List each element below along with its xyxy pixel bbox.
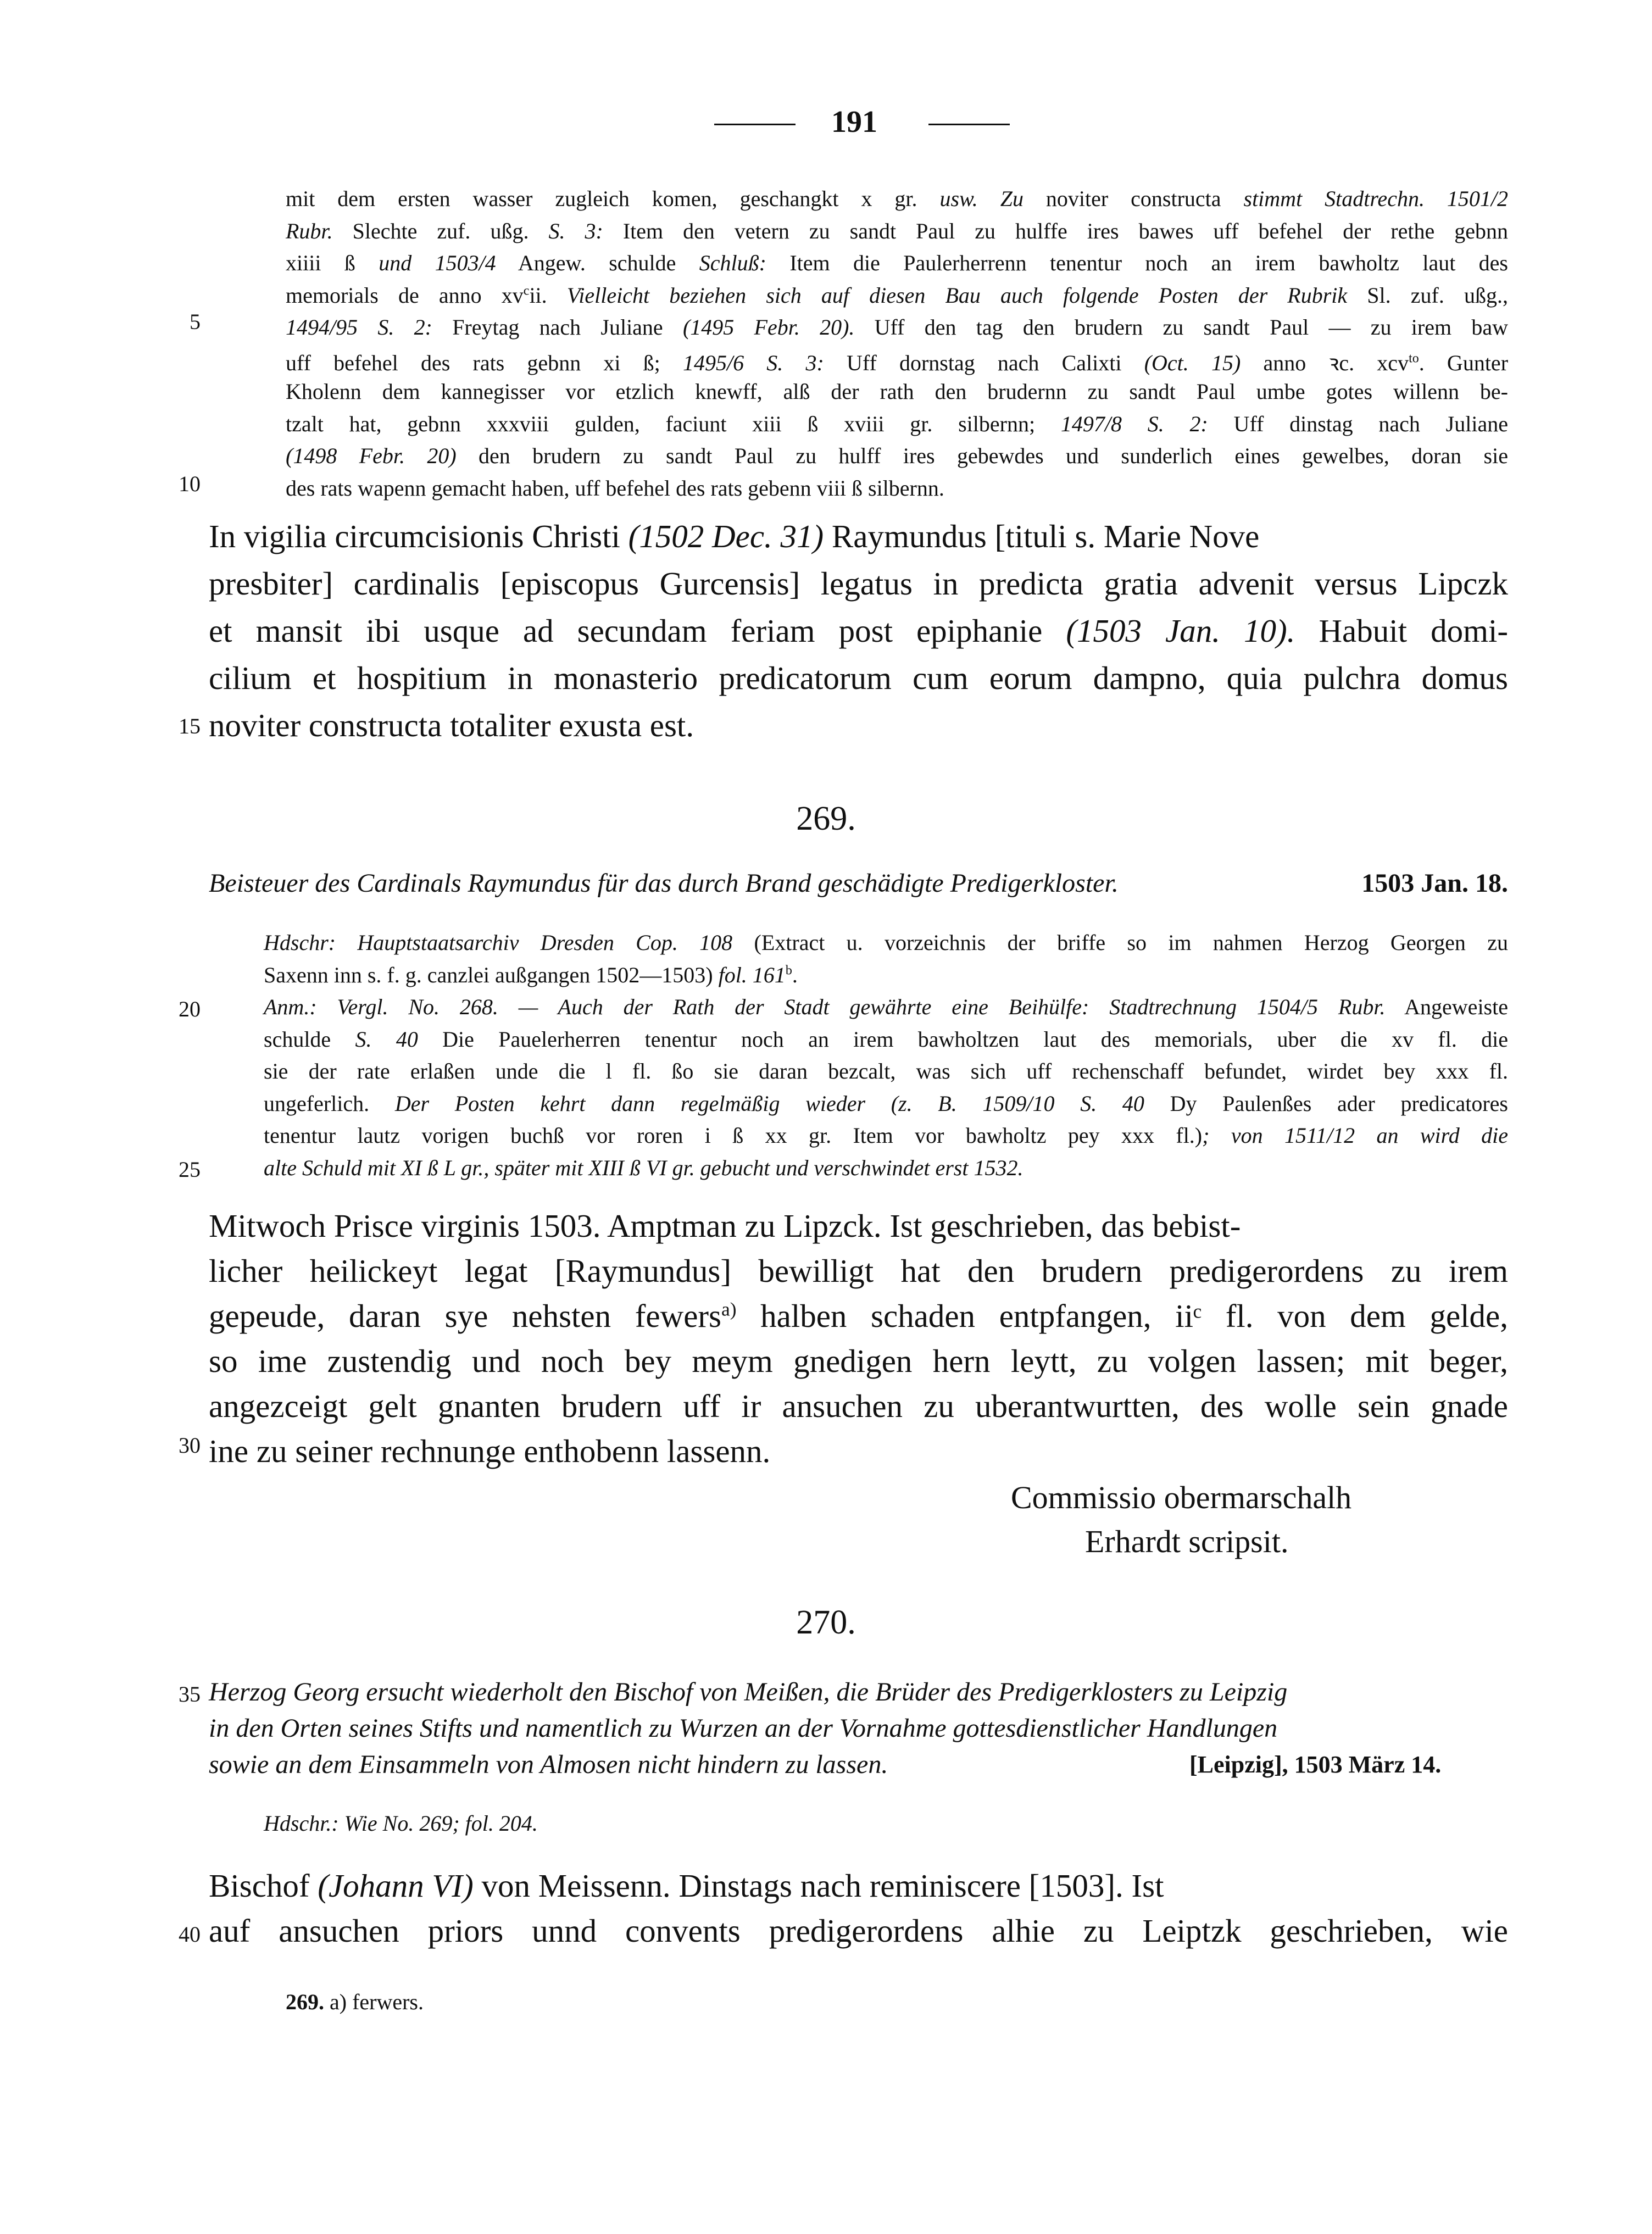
note-line xyxy=(264,1155,1023,1181)
line-text: Anm.: Vergl. No. 268. — Auch der Rath der Stadt gewährte eine Beihülfe: Stadtrechnung 1504/5 Rubr. Angeweiste xyxy=(264,994,1508,1019)
line-text: Mitwoch Prisce virginis 1503. Amptman zu Lipzck. Ist geschrieben, das bebist- xyxy=(209,1208,1241,1244)
line-text: gepeude, daran sye nehsten fewers$^{a)}$ halben schaden entpfangen, iiᶜ fl. von dem gelde, xyxy=(209,1298,1508,1334)
line-number: 25 xyxy=(179,1157,201,1182)
body-line xyxy=(209,1867,1164,1905)
note-line xyxy=(264,1058,1508,1084)
italic-text: Hdschr: Hauptstaatsarchiv Dresden Cop. 108 xyxy=(264,930,733,955)
line-text: tenentur lautz vorigen buchß vor roren i ß xx gr. Item vor bawholtz pey xxx fl.); von 1511/12 an wird die xyxy=(264,1123,1509,1148)
line-text: (1498 Febr. 20) den brudern zu sandt Paul zu hulff ires gebewdes und sunderlich eines gewelbes, doran sie xyxy=(286,443,1508,468)
italic-text: stimmt Stadtrechn. 1501/2 xyxy=(1243,186,1509,211)
line-text: angezceigt gelt gnanten brudern uff ir ansuchen zu uberantwurtten, des wolle sein gnade xyxy=(209,1388,1508,1424)
page-number: 191 xyxy=(831,105,877,139)
line-text: des rats wapenn gemacht haben, uff befehel des rats gebenn viii ß silbernn. xyxy=(286,475,944,501)
line-text: cilium et hospitium in monasterio predicatorum cum eorum dampno, quia pulchra domus xyxy=(209,660,1508,696)
italic-text: (Oct. 15) xyxy=(1144,350,1241,375)
document-number-270: 270. xyxy=(796,1604,856,1641)
heading-270-line-1: Herzog Georg ersucht wiederholt den Bischof von Meißen, die Brüder des Predigerklosters zu Leipzig xyxy=(209,1677,1288,1707)
note-line xyxy=(286,347,1508,377)
body-line xyxy=(209,1387,1508,1425)
note-line xyxy=(286,282,1508,308)
superscript: to xyxy=(1409,351,1419,366)
italic-text: Schluß: xyxy=(699,251,766,275)
note-line xyxy=(264,962,798,988)
note-line xyxy=(286,475,944,501)
note-line xyxy=(286,411,1508,437)
note-line xyxy=(286,250,1508,276)
italic-text: 1495/6 S. 3: xyxy=(682,350,824,375)
italic-text: (1495 Febr. 20). xyxy=(682,315,855,340)
line-text: mit dem ersten wasser zugleich komen, geschangkt x gr. usw. Zu noviter constructa stimmt Stadtrechn. 1501/2 xyxy=(286,186,1509,211)
footnote-text: a) ferwers. xyxy=(324,1990,424,2014)
italic-text: alte Schuld mit XI ß L gr., später mit XIII ß VI gr. gebucht und verschwindet erst 1532. xyxy=(264,1155,1024,1180)
source-270: Hdschr.: Wie No. 269; fol. 204. xyxy=(264,1811,538,1836)
line-number: 10 xyxy=(179,471,201,496)
line-text: presbiter] cardinalis [episcopus Gurcensis] legatus in predicta gratia advenit versus Lipczk xyxy=(209,565,1508,602)
italic-text: (Johann VI) xyxy=(318,1868,474,1904)
note-line xyxy=(286,314,1508,340)
italic-text: und 1503/4 xyxy=(379,251,496,275)
para-line xyxy=(209,518,1259,555)
line-text: so ime zustendig und noch bey meym gnedigen hern leytt, zu volgen lassen; mit beger, xyxy=(209,1343,1508,1379)
para-line xyxy=(209,659,1508,697)
line-text: Bischof (Johann VI) von Meissenn. Dinstags nach reminiscere [1503]. Ist xyxy=(209,1868,1164,1904)
superscript: b xyxy=(785,963,792,978)
line-text: xiiii ß und 1503/4 Angew. schulde Schluß: Item die Paulerherrenn tenentur noch an irem bawholtz laut des xyxy=(286,251,1509,275)
line-text: Hdschr: Hauptstaatsarchiv Dresden Cop. 108 (Extract u. vorzeichnis der briffe so im nahmen Herzog Georgen zu xyxy=(264,930,1508,955)
note-line xyxy=(286,186,1508,212)
italic-text: (1502 Dec. 31) xyxy=(628,518,824,554)
footnote-ref: 269. xyxy=(286,1990,324,2014)
header-rule-right xyxy=(928,124,1010,125)
para-line xyxy=(209,612,1508,650)
line-number: 30 xyxy=(179,1433,201,1458)
note-line xyxy=(286,379,1508,404)
italic-text: fol. 161 xyxy=(718,962,786,987)
italic-text: ; von 1511/12 an wird die xyxy=(1202,1123,1509,1148)
line-number: 15 xyxy=(179,714,201,738)
body-line xyxy=(209,1432,770,1470)
note-line xyxy=(264,994,1508,1020)
superscript: c xyxy=(523,284,530,298)
line-text: noviter constructa totaliter exusta est. xyxy=(209,707,694,743)
line-text: licher heilickeyt legat [Raymundus] bewilligt hat den brudern predigerordens zu irem xyxy=(209,1253,1508,1289)
body-line xyxy=(209,1342,1508,1380)
header-rule-left xyxy=(714,124,796,125)
italic-text: Rubr. xyxy=(286,218,333,243)
line-number: 20 xyxy=(179,997,201,1021)
footnote xyxy=(286,1989,424,2015)
line-text: sie der rate erlaßen unde die l fl. ßo sie daran bezcalt, was sich uff rechenschaff befundet, wirdet bey xxx fl. xyxy=(264,1059,1508,1083)
superscript: a) xyxy=(721,1298,737,1320)
line-text: ungeferlich. Der Posten kehrt dann regelmäßig wieder (z. B. 1509/10 S. 40 Dy Paulenßes ader predicatores xyxy=(264,1091,1508,1116)
note-line xyxy=(264,1091,1508,1116)
signature-line-2: Erhardt scripsit. xyxy=(1085,1524,1289,1559)
body-line xyxy=(209,1207,1241,1245)
line-text: Saxenn inn s. f. g. canzlei außgangen 1502—1503) fol. 161$^b$. xyxy=(264,962,798,987)
italic-text: (1503 Jan. 10). xyxy=(1066,613,1295,649)
note-line xyxy=(286,443,1508,469)
heading-270-date: [Leipzig], 1503 März 14. xyxy=(1189,1751,1442,1778)
line-text: ine zu seiner rechnunge enthobenn lassenn. xyxy=(209,1433,771,1469)
line-text: memorials de anno $xv^cii$. Vielleicht beziehen sich auf diesen Bau auch folgende Posten der Rubrik Sl. zuf. ußg., xyxy=(286,282,1509,308)
line-text: In vigilia circumcisionis Christi (1502 Dec. 31) Raymundus [tituli s. Marie Nove xyxy=(209,518,1260,554)
line-text: auf ansuchen priors unnd convents predigerordens alhie zu Leiptzk geschrieben, wie xyxy=(209,1913,1508,1949)
line-number: 5 xyxy=(190,309,201,334)
line-text: schulde S. 40 Die Pauelerherren tenentur noch an irem bawholtzen laut des memorials, uber die xv fl. die xyxy=(264,1026,1509,1052)
italic-text: S. 40 xyxy=(355,1026,418,1052)
line-number: 35 xyxy=(179,1682,201,1707)
line-number: 40 xyxy=(179,1922,201,1947)
signature-line-1: Commissio obermarschalh xyxy=(1011,1480,1352,1515)
italic-text: S. 3: xyxy=(548,218,603,243)
italic-text: usw. xyxy=(939,186,978,211)
document-heading-269 xyxy=(209,868,1508,898)
heading-date: 1503 Jan. 18. xyxy=(1361,869,1508,898)
body-line xyxy=(209,1912,1508,1950)
line-text: tzalt hat, gebnn xxxviii gulden, faciunt xiii ß xviii gr. silbernn; 1497/8 S. 2: Uff dinstag nach Juliane xyxy=(286,411,1508,436)
line-text xyxy=(264,1155,1023,1180)
italic-text: Der Posten kehrt dann regelmäßig wieder (z. B. 1509/10 S. 40 xyxy=(394,1091,1144,1116)
italic-text: 1497/8 S. 2: xyxy=(1060,411,1208,436)
note-line xyxy=(286,218,1508,244)
italic-text: 1494/95 S. 2: xyxy=(286,315,432,340)
line-text: Kholenn dem kannegisser vor etzlich knewff, alß der rath den brudernn zu sandt Paul umbe gotes willenn be- xyxy=(286,379,1508,404)
italic-text: (1498 Febr. 20) xyxy=(286,443,457,468)
line-text: uff befehel des rats gebnn xi ß; 1495/6 S. 3: Uff dornstag nach Calixti (Oct. 15) anno ꝛc. xcv$^{to}$. Gunter xyxy=(286,350,1509,375)
heading-270-line-3: sowie an dem Einsammeln von Almosen nicht hindern zu lassen. xyxy=(209,1750,888,1779)
italic-text: Vielleicht beziehen sich auf diesen Bau auch folgende Posten der Rubrik xyxy=(566,282,1348,308)
body-line xyxy=(209,1252,1508,1290)
line-text: Rubr. Slechte zuf. ußg. S. 3: Item den vetern zu sandt Paul zu hulffe ires bawes uff befehel der rethe gebnn xyxy=(286,218,1509,243)
note-line xyxy=(264,1122,1508,1148)
document-number-269: 269. xyxy=(796,800,856,837)
italic-text: Anm.: Vergl. No. 268. — Auch der Rath der Stadt gewährte eine Beihülfe: Stadtrechnung 1504/5 Rubr. xyxy=(264,994,1386,1019)
italic-text: Zu xyxy=(1000,186,1024,211)
para-line xyxy=(209,707,694,744)
note-line xyxy=(264,930,1508,955)
line-text: 1494/95 S. 2: Freytag nach Juliane (1495 Febr. 20). Uff den tag den brudern zu sandt Paul — zu irem baw xyxy=(286,315,1508,340)
note-line xyxy=(264,1026,1508,1052)
body-line xyxy=(209,1297,1508,1335)
line-text: et mansit ibi usque ad secundam feriam post epiphanie (1503 Jan. 10). Habuit domi- xyxy=(209,613,1508,649)
para-line xyxy=(209,565,1508,603)
heading-270-line-2: in den Orten seines Stifts und namentlich zu Wurzen an der Vornahme gottesdienstlicher Handlungen xyxy=(209,1714,1278,1743)
heading-text: Beisteuer des Cardinals Raymundus für das durch Brand geschädigte Predigerkloster. xyxy=(209,869,1119,898)
